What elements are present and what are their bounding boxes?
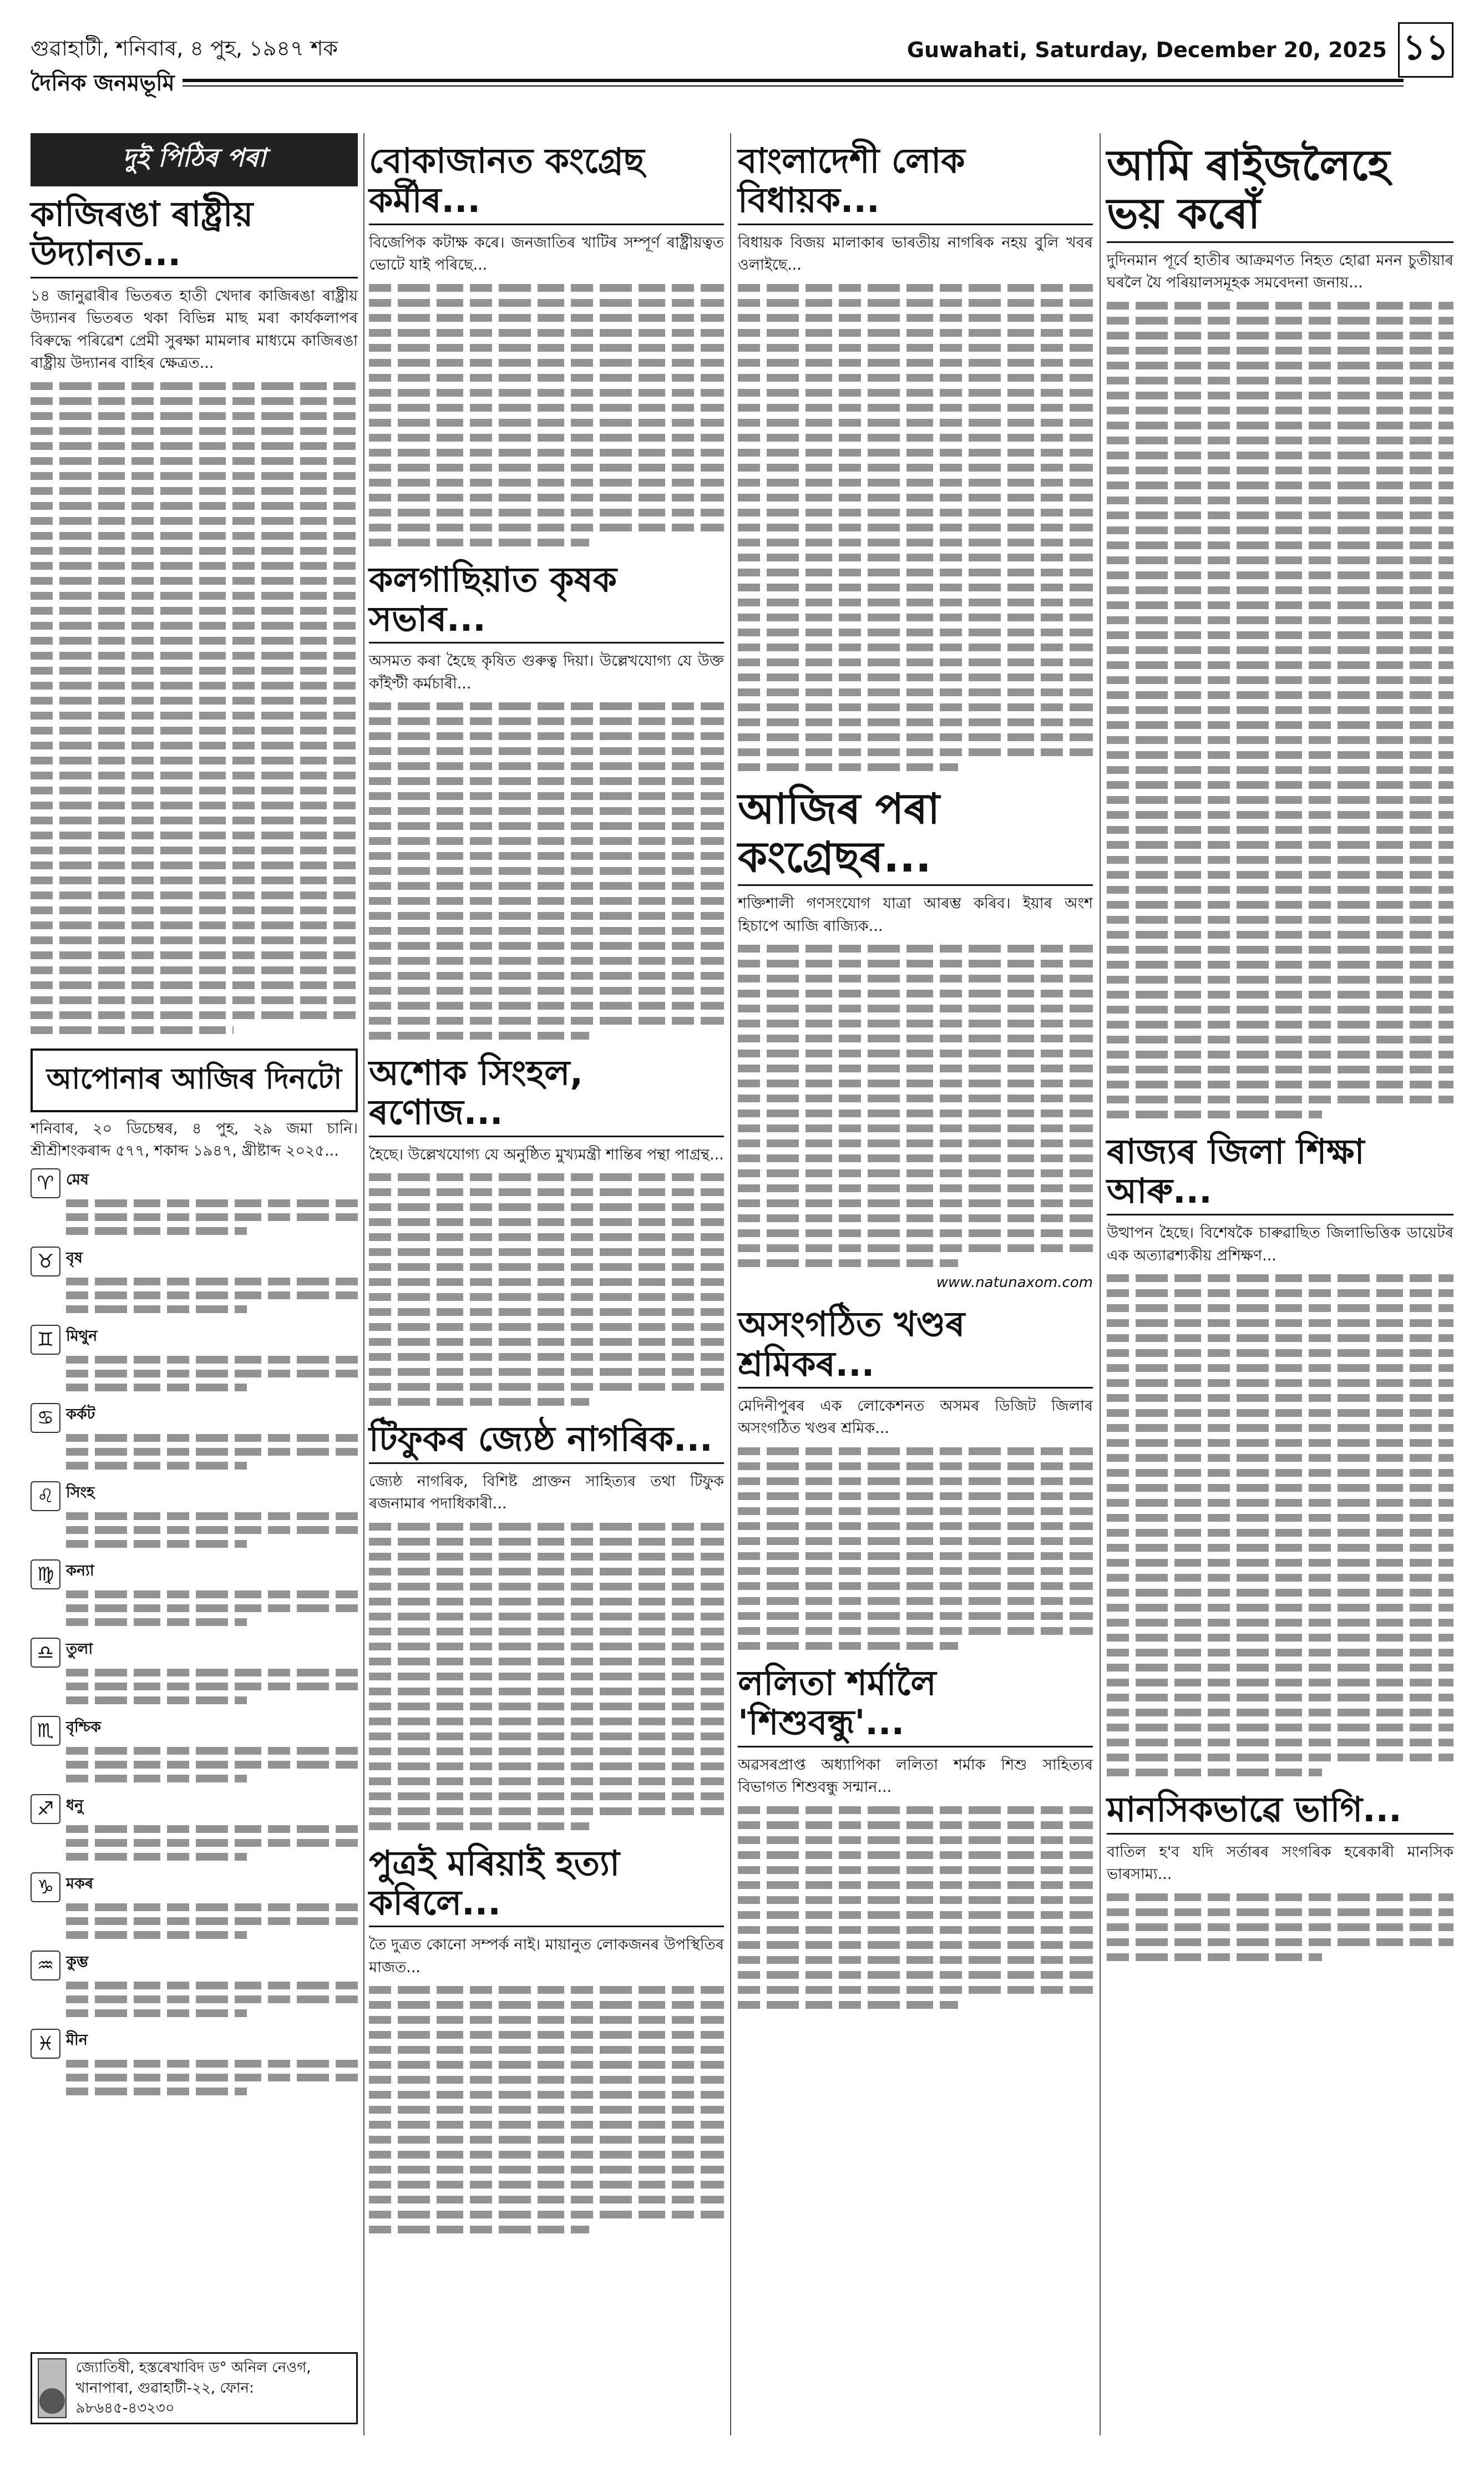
- story-lead: মেদিনীপুৰৰ এক লোকেশনত অসমৰ ডিজিট জিলাৰ অসংগঠিত খণ্ডৰ শ্ৰমিক...: [738, 1397, 1093, 1437]
- aries-icon: ♈: [31, 1168, 60, 1198]
- aquarius-icon: ♒: [31, 1951, 60, 1980]
- headline: বোকাজানত কংগ্ৰেছ কৰ্মীৰ...: [369, 141, 724, 225]
- cancer-icon: ♋: [31, 1403, 60, 1433]
- horoscope-title: আপোনাৰ আজিৰ দিনটো: [31, 1048, 358, 1112]
- story-lead: তৈ দুত্ৰত কোনো সম্পৰ্ক নাই। মায়ানুত লোকজনৰ উপস্থিতিৰ মাজত...: [369, 1936, 724, 1976]
- headline: অশোক সিংহল, ৰণোজ...: [369, 1053, 724, 1137]
- header-date-assamese: গুৱাহাটী, শনিবাৰ, ৪ পুহ, ১৯৪৭ শক: [31, 36, 338, 60]
- horoscope-list: [31, 1168, 358, 2101]
- sign-name: মকৰ: [66, 1875, 94, 1892]
- story-lead: বিধায়ক বিজয় মালাকাৰ ভাৰতীয় নাগৰিক নহয় বুলি খবৰ ওলাইছে...: [738, 234, 1093, 274]
- story-bokajan: [369, 141, 724, 546]
- headline: কলগাছিয়াত কৃষক সভাৰ...: [369, 560, 724, 644]
- story-lead: দুদিনমান পূৰ্বে হাতীৰ আক্ৰমণত নিহত হোৱা মনন চুতীয়াৰ ঘৰলৈ যৈ পৰিয়ালসমূহক সমবেদনা জনায়...: [1107, 251, 1453, 292]
- sign-name: বৃশ্চিক: [66, 1718, 102, 1736]
- story-lead: ১৪ জানুৱাৰীৰ ভিতৰত হাতী খেদাৰ কাজিৰঙা ৰাষ্ট্ৰীয় উদ্যানৰ ভিতৰত থকা বিভিন্ন মাছ মৰা কাৰ্যকলাপৰ বিৰুদ্ধে পৰিৱেশ প্ৰেমী সুৰক্ষা মামলাৰ মাধ্যমে কাজিৰঙা ৰাষ্ট্ৰীয় উদ্যানৰ বাহিৰ ক্ষেত্ৰত...: [31, 287, 358, 372]
- page-number: ১১: [1398, 22, 1453, 78]
- sign-name: ধনু: [66, 1796, 84, 1814]
- story-fear-of-people: [1107, 141, 1453, 1118]
- story-district-education: [1107, 1132, 1453, 1777]
- column-4: [1107, 133, 1453, 1974]
- story-ashok-singhal: [369, 1053, 724, 1406]
- story-lead: অসমত কৰা হৈছে কৃষিত গুৰুত্ব দিয়া। উল্লেখযোগ্য যে উক্ত কাঁইণ্টী কৰ্মচাৰী...: [369, 652, 724, 692]
- column-3: [738, 133, 1093, 2022]
- section-banner: দুই পিঠিৰ পৰা: [31, 133, 358, 186]
- virgo-icon: ♍: [31, 1559, 60, 1589]
- story-lead: বাতিল হ'ব যদি সৰ্তাৰৰ সংগৰিক হৰেকাৰী মানসিক ভাৰসাম্য...: [1107, 1843, 1453, 1883]
- headline: মানসিকভাৱে ভাগি...: [1107, 1790, 1453, 1834]
- header-rule: [31, 79, 1404, 82]
- header-rule-thin: [31, 85, 1404, 87]
- headline: পুত্ৰই মৰিয়াই হত্যা কৰিলে...: [369, 1843, 724, 1928]
- horoscope-item: [31, 1794, 358, 1867]
- headline-kaziranga: কাজিৰঙা ৰাষ্ট্ৰীয় উদ্যানত...: [31, 194, 358, 278]
- capricorn-icon: ♑: [31, 1872, 60, 1902]
- sign-name: মীন: [66, 2031, 88, 2049]
- story-mentally-broken: [1107, 1790, 1453, 1961]
- horoscope-item: [31, 1481, 358, 1554]
- horoscope-item: [31, 1716, 358, 1789]
- horoscope-item: [31, 1559, 358, 1632]
- scorpio-icon: ♏: [31, 1716, 60, 1746]
- header-date-english: Guwahati, Saturday, December 20, 2025: [906, 38, 1387, 62]
- story-lead: শক্তিশালী গণসংযোগ যাত্ৰা আৰম্ভ কৰিব। ইয়াৰ অংশ হিচাপে আজি ৰাজ্যিক...: [738, 895, 1093, 935]
- column-1: [31, 133, 358, 2107]
- story-congress: [738, 784, 1093, 1291]
- horoscope-item: [31, 1168, 358, 1241]
- column-2: [369, 133, 724, 2247]
- gemini-icon: ♊: [31, 1325, 60, 1355]
- story-body: [31, 382, 358, 1034]
- headline: অসংগঠিত খণ্ডৰ শ্ৰমিকৰ...: [738, 1304, 1093, 1389]
- sign-name: সিংহ: [66, 1483, 95, 1501]
- story-lead: অৱসৰপ্ৰাপ্ত অধ্যাপিকা ললিতা শৰ্মাক শিশু সাহিত্যৰ বিভাগত শিশুবন্ধু সন্মান...: [738, 1756, 1093, 1796]
- horoscope-intro: শনিবাৰ, ২০ ডিচেম্বৰ, ৪ পুহ, ২৯ জমা চানি। শ্ৰীশ্ৰীশংকৰাব্দ ৫৭৭, শকাব্দ ১৯৪৭, খ্ৰীষ্টাব্দ ২০২৫...: [31, 1119, 358, 1160]
- story-kalgachia: [369, 560, 724, 1040]
- horoscope-item: [31, 1872, 358, 1945]
- column-divider: [730, 133, 731, 2435]
- website-link[interactable]: www.natunaxom.com: [936, 1274, 1093, 1291]
- story-murder: [369, 1843, 724, 2234]
- headline: আজিৰ পৰা কংগ্ৰেছৰ...: [738, 784, 1093, 887]
- headline: আমি ৰাইজলৈহে ভয় কৰোঁ: [1107, 141, 1453, 243]
- sign-name: কৰ্কট: [66, 1405, 95, 1423]
- newspaper-title: দৈনিক জনমভূমি: [31, 65, 183, 103]
- horoscope-item: [31, 1951, 358, 2023]
- page-header: [31, 22, 1453, 114]
- story-lead: উত্থাপন হৈছে। বিশেষকৈ চাৰুৱাছিত জিলাভিত্তিক ডায়েটৰ এক অত্যাৱশ্যকীয় প্ৰশিক্ষণ...: [1107, 1224, 1453, 1264]
- sign-name: মেষ: [66, 1171, 89, 1188]
- sign-name: তুলা: [66, 1640, 93, 1658]
- column-divider: [1100, 133, 1101, 2435]
- story-bangladeshi-mla: [738, 141, 1093, 771]
- leo-icon: ♌: [31, 1481, 60, 1511]
- sign-name: বৃষ: [66, 1249, 83, 1267]
- astrologer-photo: [38, 2358, 67, 2418]
- horoscope-item: [31, 1247, 358, 1319]
- sign-name: কুম্ভ: [66, 1953, 89, 1970]
- taurus-icon: ♉: [31, 1247, 60, 1276]
- sagittarius-icon: ♐: [31, 1794, 60, 1824]
- story-lalita-sharma: [738, 1663, 1093, 2009]
- story-unorganised-workers: [738, 1304, 1093, 1650]
- horoscope-item: [31, 1638, 358, 1710]
- horoscope-item: [31, 2029, 358, 2101]
- headline: ললিতা শৰ্মালৈ 'শিশুবন্ধু'...: [738, 1663, 1093, 1747]
- sign-name: কন্যা: [66, 1562, 94, 1579]
- libra-icon: ♎: [31, 1638, 60, 1668]
- sign-name: মিথুন: [66, 1327, 98, 1345]
- story-tifuk: [369, 1419, 724, 1830]
- story-lead: বিজেপিক কটাক্ষ কৰে। জনজাতিৰ খাটিৰ সম্পূৰ্ণ ৰাষ্ট্ৰীয়ত্বত ভোটে যাই পৰিছে...: [369, 234, 724, 274]
- pisces-icon: ♓: [31, 2029, 60, 2059]
- headline: টিফুকৰ জ্যেষ্ঠ নাগৰিক...: [369, 1419, 724, 1463]
- story-lead: জ্যেষ্ঠ নাগৰিক, বিশিষ্ট প্ৰাক্তন সাহিত্যৰ তথা টিফুক ৰজনামাৰ পদাধিকাৰী...: [369, 1472, 724, 1513]
- headline: বাংলাদেশী লোক বিধায়ক...: [738, 141, 1093, 225]
- column-divider: [363, 133, 364, 2435]
- horoscope-item: [31, 1325, 358, 1397]
- astrologer-contact: জ্যোতিষী, হস্তৰেখাবিদ ড° অনিল নেওগ, খানাপাৰা, গুৱাহাটী-২২, ফোন: ৯৮৬৪৫-৪৩২৩০: [75, 2359, 311, 2417]
- headline: ৰাজ্যৰ জিলা শিক্ষা আৰু...: [1107, 1132, 1453, 1216]
- story-lead: হৈছে। উল্লেখযোগ্য যে অনুষ্ঠিত মুখ্যমন্ত্ৰী শান্তিৰ পন্থা পাগ্ৰন্থ...: [369, 1146, 724, 1163]
- astrologer-box: [31, 2352, 358, 2424]
- horoscope-item: [31, 1403, 358, 1476]
